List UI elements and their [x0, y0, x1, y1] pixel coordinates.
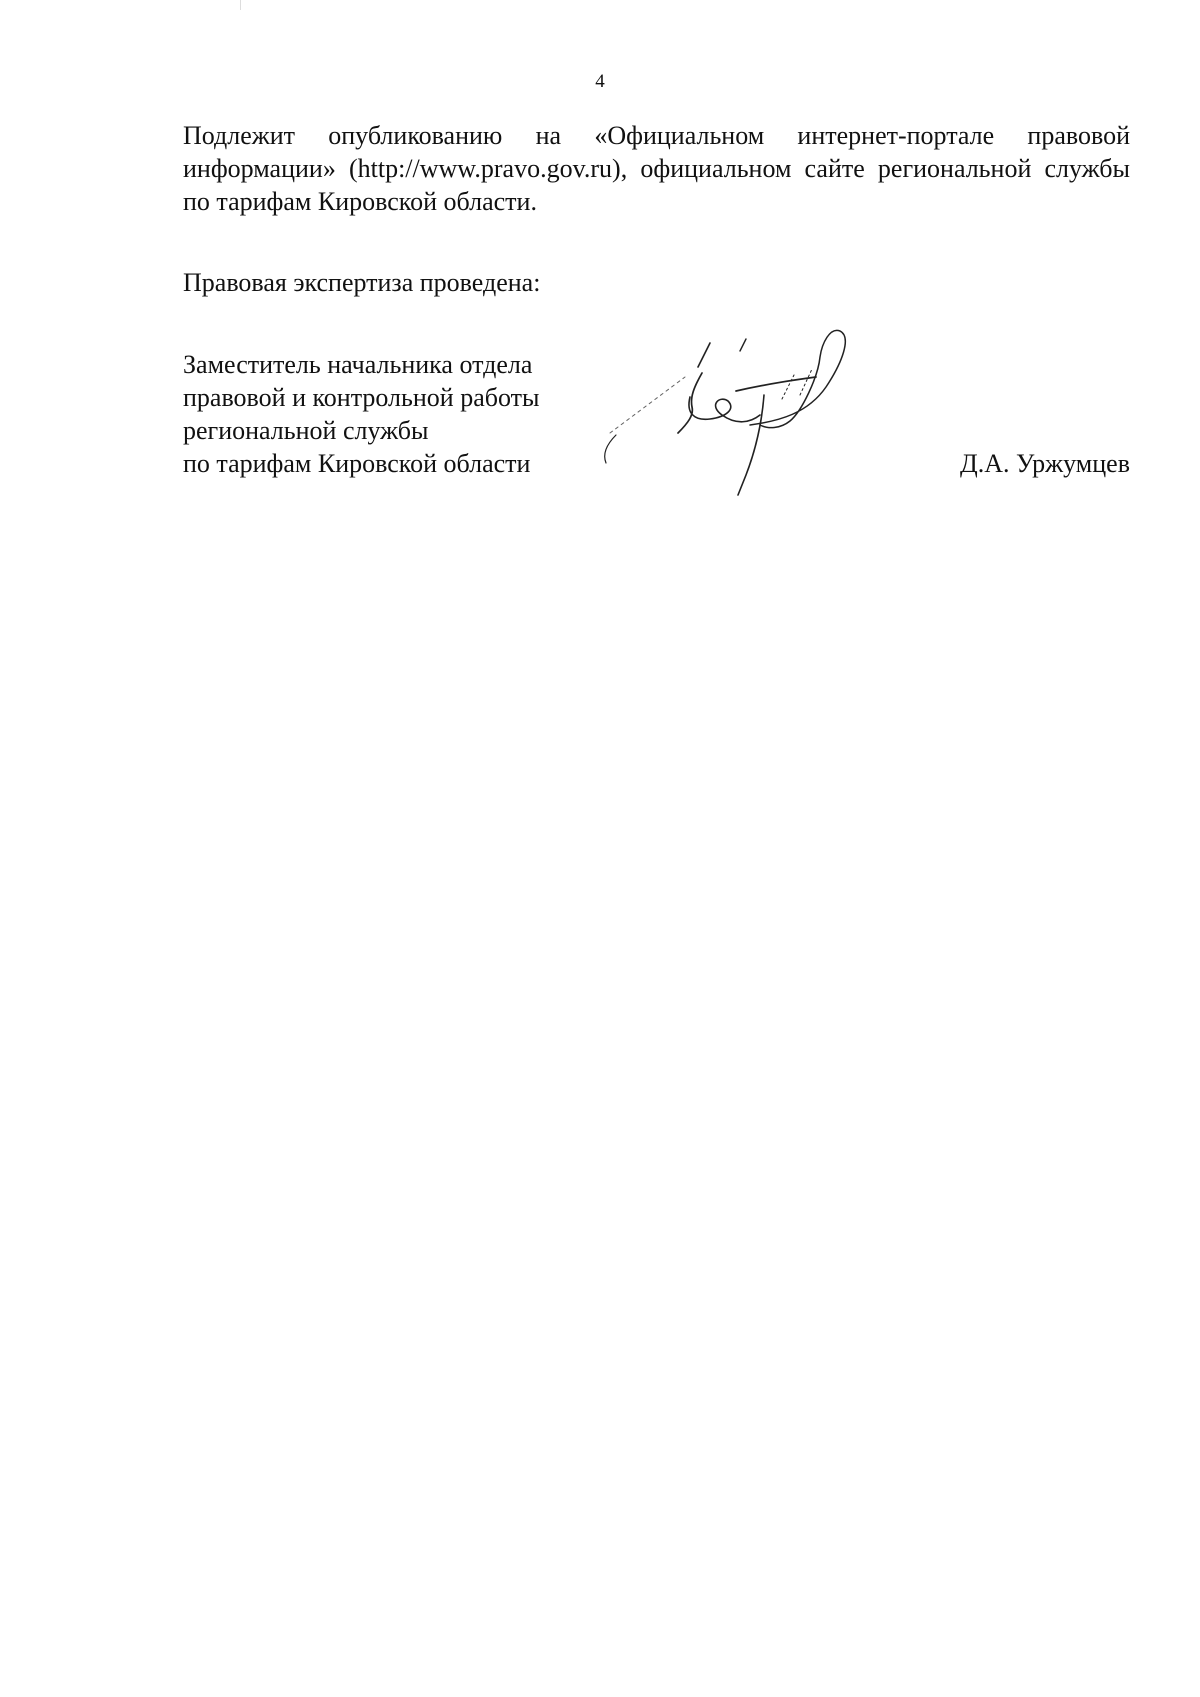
handwritten-signature: [590, 325, 900, 505]
page-number: 4: [595, 71, 605, 92]
expertise-statement: Правовая экспертиза проведена:: [183, 268, 541, 297]
signer-name: Д.А. Уржумцев: [960, 449, 1130, 478]
signatory-position-line: Заместитель начальника отдела: [183, 350, 533, 379]
signatory-position-line: правовой и контрольной работы: [183, 383, 540, 412]
signatory-position-line: по тарифам Кировской области: [183, 449, 531, 478]
scan-artifact: [240, 0, 241, 10]
signatory-position-line: региональной службы: [183, 416, 429, 445]
signatory-position: [183, 348, 539, 480]
publication-notice: Подлежит опубликованию на «Официальном интернет-портале правовой информации» (http://www.pravo.gov.ru), официальном сайте региональной службы по тарифам Кировской области.: [183, 121, 1130, 216]
